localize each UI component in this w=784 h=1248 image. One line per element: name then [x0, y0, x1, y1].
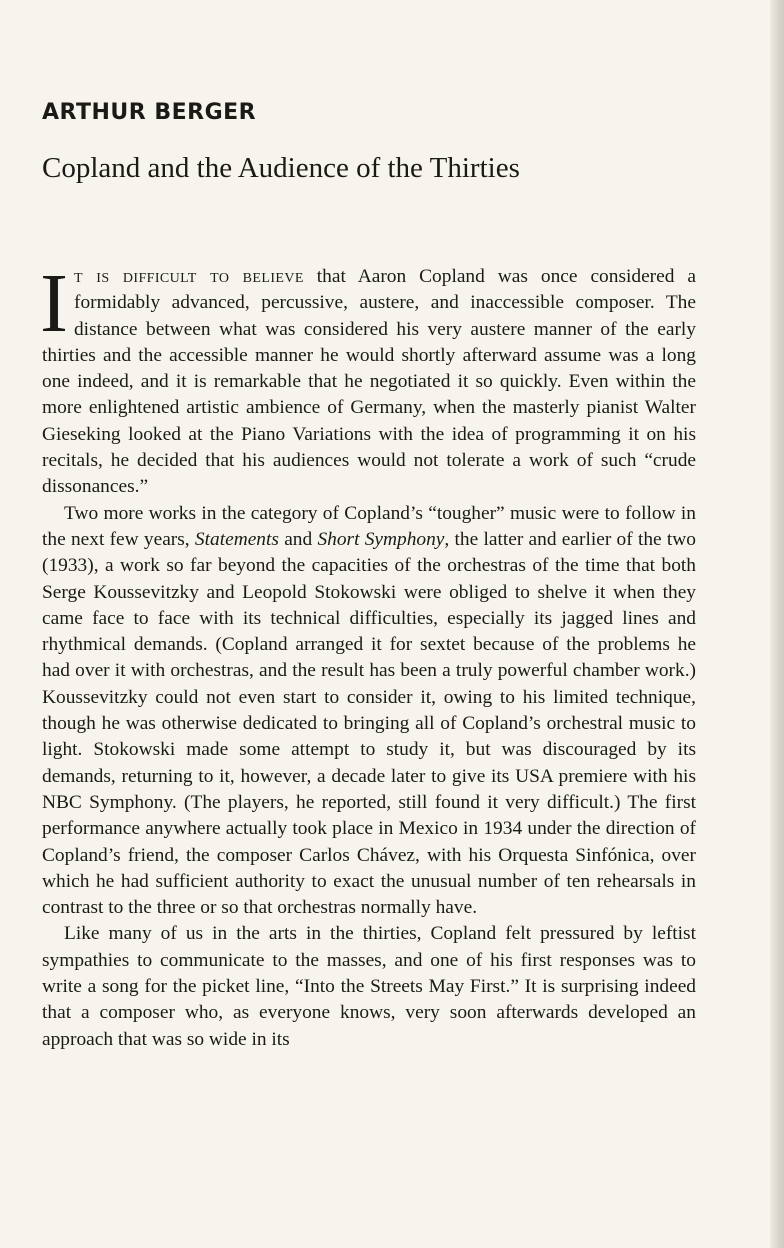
paragraph-1 — [40, 257, 696, 501]
paragraph-2-text-a: Two more works in the category of Copland’s “tougher” music were to follow in the next few years, — [42, 502, 696, 550]
essay-body — [40, 257, 696, 1053]
work-title-short-symphony: Short Symphony — [317, 528, 445, 550]
page-edge — [770, 0, 784, 1248]
essay-title: Copland and the Audience of the Thirties — [42, 152, 520, 184]
drop-cap: I — [40, 257, 68, 350]
paragraph-2 — [42, 501, 696, 922]
work-title-statements: Statements — [194, 528, 279, 550]
paragraph-2-text-c: , the latter and earlier of the two (1933), a work so far beyond the capacities of the orchestras of the time that both Serge Koussevitzky and Leopold Stokowski were obliged to shelve it when they came face to face with its technical difficulties, especially its jagged lines and rhythmical demands. (Copland arranged it for sextet because of the problems he had over it with orchestras, and the result has been a truly powerful chamber work.) Koussevitzky could not even start to consider it, owing to his limited technique, though he was otherwise dedicated to bringing all of Copland’s orchestral music to light. Stokowski made some attempt to study it, but was discouraged by its demands, returning to it, however, a decade later to give its USA premiere with his NBC Symphony. (The players, he reported, still found it very difficult.) The first performance anywhere actually took place in Mexico in 1934 under the direction of Copland’s friend, the composer Carlos Chávez, with his Orquesta Sinfónica, over which he had sufficient authority to exact the unusual number of ten rehearsals in contrast to the three or so that orchestras normally have. — [42, 528, 696, 919]
paragraph-1-text: that Aaron Copland was once considered a formidably advanced, percussive, austere, and inaccessible composer. The distance between what was considered his very austere manner of the early thirties and the accessible manner he would shortly afterward assume was a long one indeed, and it is remarkable that he negotiated it so quickly. Even within the more enlightened artistic ambience of Germany, when the masterly pianist Walter Gieseking looked at the Piano Variations with the idea of programming it on his recitals, he decided that his audiences would not tolerate a work of such “crude dissonances.” — [42, 266, 696, 498]
lead-in: t is difficult to believe — [73, 266, 304, 287]
paragraph-3: Like many of us in the arts in the thirties, Copland felt pressured by leftist sympathies to communicate to the masses, and one of his first responses was to write a song for the picket line, “Into the Streets May First.” It is surprising indeed that a composer who, as everyone knows, very soon afterwards developed an approach that was so wide in its — [42, 923, 696, 1050]
author-name: ARTHUR BERGER — [42, 100, 257, 125]
paragraph-2-text-b: and — [278, 528, 318, 550]
